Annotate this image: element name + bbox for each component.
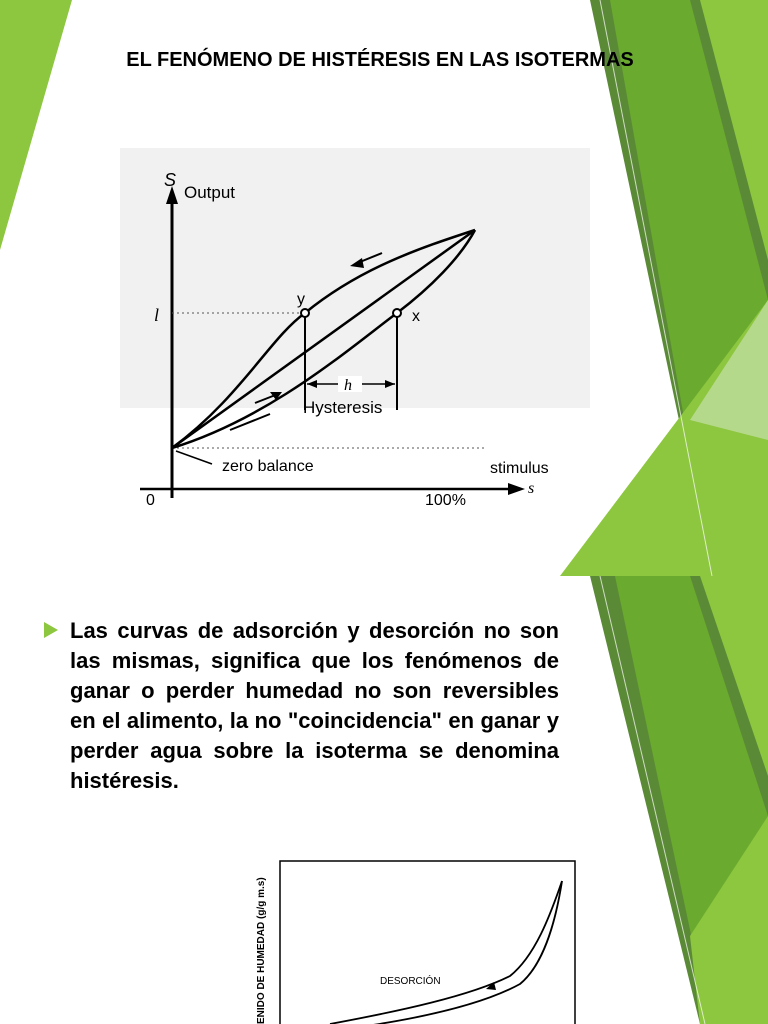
y-axis-label-2: ENIDO DE HUMEDAD (g/g m.s) (256, 877, 267, 1024)
h-label: h (344, 377, 352, 394)
slide-title: EL FENÓMENO DE HISTÉRESIS EN LAS ISOTERMAS (126, 49, 634, 71)
figure-frame (280, 861, 575, 1024)
bullet-text: Las curvas de adsorción y desorción no son las mismas, significa que los fenómenos de ganar o perder humedad no son reversibles en el alimento, la no "coincidencia" en ganar y perder agua sobre la isoterma se denomina histéresis. (70, 618, 559, 793)
bullet-item (44, 616, 559, 796)
hysteresis-figure (120, 148, 590, 518)
hysteresis-label: Hysteresis (303, 398, 383, 417)
slide-2 (0, 576, 768, 1024)
desorption-curve-upper (330, 881, 562, 1024)
x-axis-arrow-icon (508, 483, 525, 495)
adsorption-curve-lower (330, 881, 562, 1024)
point-y-label: y (297, 291, 305, 308)
left-green-triangle (0, 0, 72, 250)
desorption-label: DESORCIÓN (380, 976, 441, 987)
output-level-label: l (154, 305, 160, 325)
s-axis-label: s (528, 480, 535, 497)
zero-balance-pointer (176, 451, 212, 464)
zero-balance-label: zero balance (222, 458, 314, 475)
point-y-marker (301, 309, 309, 317)
point-x-marker (393, 309, 401, 317)
full-scale-label: 100% (425, 492, 466, 509)
stimulus-label: stimulus (490, 460, 549, 477)
point-x-label: x (412, 308, 420, 325)
desorption-figure (250, 856, 580, 1024)
y-axis-symbol: S (164, 170, 177, 190)
bullet-arrow-icon (44, 622, 58, 638)
y-axis-label: Output (184, 183, 236, 202)
origin-label: 0 (146, 492, 155, 509)
